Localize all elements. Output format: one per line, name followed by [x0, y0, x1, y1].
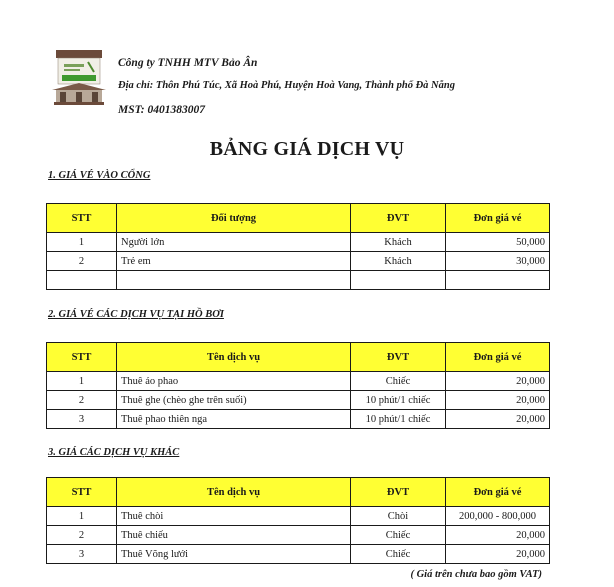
company-address: Địa chỉ: Thôn Phú Túc, Xã Hoà Phú, Huyện Hoà Vang, Thành phố Đà Nẵng [118, 80, 455, 91]
cell-unit: Khách [351, 233, 446, 252]
table-row [47, 271, 550, 290]
cell-stt: 2 [47, 252, 117, 271]
cell-price: 200,000 - 800,000 [446, 507, 550, 526]
cell-stt: 3 [47, 410, 117, 429]
cell-price: 20,000 [446, 372, 550, 391]
column-header: STT [47, 478, 117, 507]
table-header-row [47, 343, 550, 372]
section-heading-pool-services: 2. GIÁ VÉ CÁC DỊCH VỤ TẠI HỒ BƠI [48, 309, 224, 320]
table-row [47, 252, 550, 271]
column-header: ĐVT [351, 478, 446, 507]
cell-name: Trẻ em [117, 252, 351, 271]
table-row [47, 545, 550, 564]
section-heading-other-services: 3. GIÁ CÁC DỊCH VỤ KHÁC [48, 447, 180, 458]
table-row [47, 233, 550, 252]
cell-name: Thuê chòi [117, 507, 351, 526]
cell-name: Người lớn [117, 233, 351, 252]
company-name: Công ty TNHH MTV Bảo Ân [118, 57, 258, 69]
cell-name: Thuê phao thiên nga [117, 410, 351, 429]
cell-name: Thuê ghe (chèo ghe trên suối) [117, 391, 351, 410]
cell-name: Thuê chiếu [117, 526, 351, 545]
table-header-row [47, 478, 550, 507]
other-services-price-table [46, 477, 550, 564]
table-header-row [47, 204, 550, 233]
column-header: Đơn giá vé [446, 204, 550, 233]
cell-stt: 1 [47, 233, 117, 252]
column-header: Đơn giá vé [446, 478, 550, 507]
cell-stt: 1 [47, 507, 117, 526]
cell-unit: Chòi [351, 507, 446, 526]
table-row [47, 391, 550, 410]
company-logo [50, 48, 108, 108]
cell-name [117, 271, 351, 290]
cell-unit: Chiếc [351, 526, 446, 545]
cell-stt [47, 271, 117, 290]
cell-unit: 10 phút/1 chiếc [351, 391, 446, 410]
pool-services-price-table [46, 342, 550, 429]
vat-note: ( Giá trên chưa bao gồm VAT) [410, 569, 542, 580]
resort-logo-icon [50, 48, 108, 108]
section-heading-entrance: 1. GIÁ VÉ VÀO CỔNG [48, 170, 151, 181]
cell-stt: 2 [47, 391, 117, 410]
cell-price: 20,000 [446, 410, 550, 429]
cell-price [446, 271, 550, 290]
column-header: ĐVT [351, 204, 446, 233]
cell-unit: 10 phút/1 chiếc [351, 410, 446, 429]
table-row [47, 526, 550, 545]
cell-price: 20,000 [446, 391, 550, 410]
column-header: Tên dịch vụ [117, 343, 351, 372]
cell-unit: Chiếc [351, 372, 446, 391]
column-header: ĐVT [351, 343, 446, 372]
cell-stt: 1 [47, 372, 117, 391]
cell-unit: Khách [351, 252, 446, 271]
cell-name: Thuê áo phao [117, 372, 351, 391]
cell-price: 30,000 [446, 252, 550, 271]
cell-price: 20,000 [446, 526, 550, 545]
cell-name: Thuê Võng lưới [117, 545, 351, 564]
company-tax-code: MST: 0401383007 [118, 104, 205, 116]
column-header: Đơn giá vé [446, 343, 550, 372]
column-header: STT [47, 343, 117, 372]
cell-stt: 2 [47, 526, 117, 545]
table-row [47, 507, 550, 526]
table-row [47, 410, 550, 429]
entrance-price-table [46, 203, 550, 290]
cell-stt: 3 [47, 545, 117, 564]
table-row [47, 372, 550, 391]
cell-unit [351, 271, 446, 290]
column-header: Đối tượng [117, 204, 351, 233]
cell-price: 20,000 [446, 545, 550, 564]
column-header: Tên dịch vụ [117, 478, 351, 507]
column-header: STT [47, 204, 117, 233]
cell-price: 50,000 [446, 233, 550, 252]
cell-unit: Chiếc [351, 545, 446, 564]
page-title: BẢNG GIÁ DỊCH VỤ [209, 138, 405, 160]
